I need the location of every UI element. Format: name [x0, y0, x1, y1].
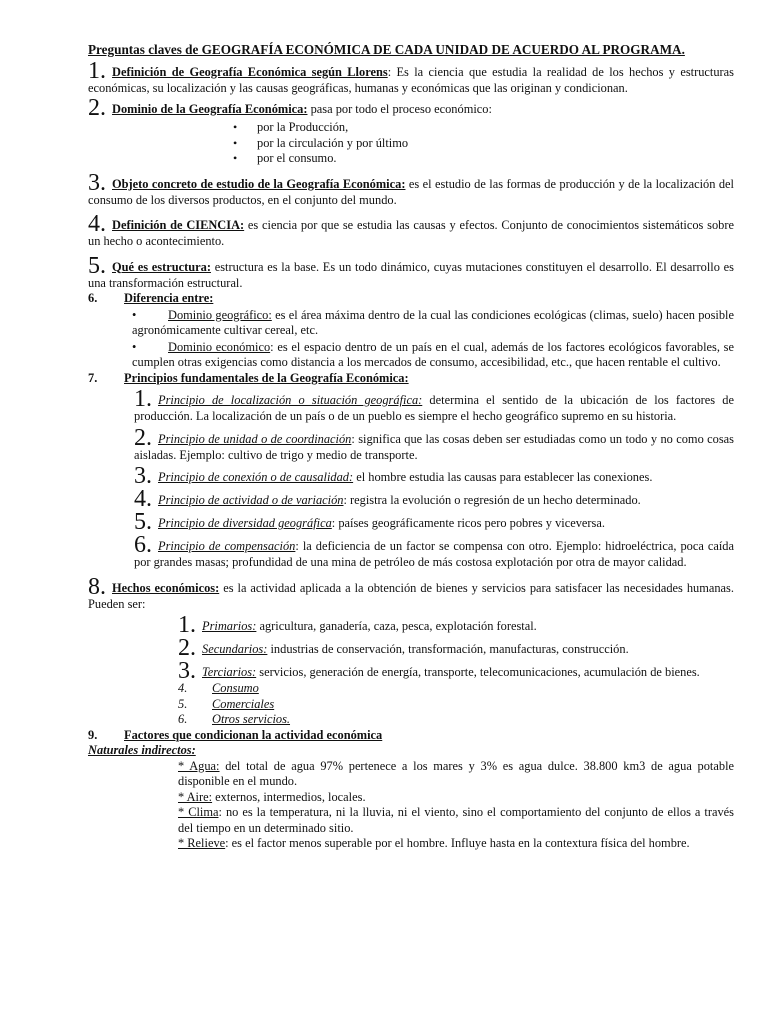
item-label: Principio de diversidad geográfica — [158, 516, 332, 530]
question-6 — [88, 291, 734, 371]
fact-item — [178, 612, 734, 638]
item-text: servicios, generación de energía, transporte, telecomunicaciones, acumulación de bienes. — [256, 665, 700, 679]
item-text: externos, intermedios, locales. — [212, 789, 366, 804]
item-label: Secundarios: — [202, 642, 268, 656]
factor-item — [178, 836, 734, 852]
question-heading: Hechos económicos: — [112, 580, 220, 595]
question-number: 8. — [88, 573, 106, 600]
principle-item — [134, 509, 734, 535]
item-label: * Clima — [178, 805, 219, 819]
question-heading: Factores que condicionan la actividad económica — [124, 727, 383, 742]
item-label: Principio de unidad o de coordinación — [158, 431, 352, 446]
principle-item — [134, 486, 734, 512]
principle-item — [134, 424, 734, 464]
list-item: • por el consumo. — [230, 151, 734, 167]
item-label: Principio de actividad o de variación — [158, 493, 344, 507]
question-heading: Definición de CIENCIA: — [112, 218, 245, 232]
item-label: Principio de localización o situación geográfica: — [158, 393, 423, 407]
question-text: es la actividad aplicada a la obtención de bienes y servicios para satisfacer las necesidades humanas. Pueden ser: — [88, 580, 734, 611]
item-label: * Relieve — [178, 836, 226, 850]
fact-item — [178, 712, 734, 728]
item-label: Principio de conexión o de causalidad: — [158, 470, 354, 484]
subheading: Naturales indirectos: — [88, 743, 196, 757]
item-label: * Agua: — [178, 758, 220, 773]
question-4 — [88, 211, 734, 250]
item-text: : la deficiencia de un factor se compensa con otro. Ejemplo: hidroeléctrica, poca caída por grandes masas; profundidad de una mina de petróleo de más costosa explotación por otra de mayor calidad. — [134, 539, 734, 569]
item-label: * Aire: — [178, 789, 213, 804]
question-7 — [88, 371, 734, 571]
item-text: : países geográficamente ricos pero pobres y viceversa. — [331, 516, 605, 530]
item-text: : registra la evolución o regresión de un hecho determinado. — [343, 493, 641, 507]
question-heading: Definición de Geografía Económica según Llorens — [112, 64, 388, 79]
item-text: : no es la temperatura, ni la lluvia, ni el viento, sino el comportamiento del conjunto de ellos a través del tiempo en un determinado sitio. — [178, 805, 734, 835]
item-label: Dominio geográfico: — [168, 307, 272, 322]
list-item: • por la Producción, — [230, 120, 734, 136]
question-text: es el estudio de las formas de producción y de la localización del consumo de los diversos productos, en el conjunto del mundo. — [88, 176, 734, 207]
item-label: Consumo — [212, 681, 259, 695]
item-number: 4. — [178, 681, 188, 695]
item-label: Principio de compensación — [158, 539, 296, 553]
item-number: 6. — [134, 532, 152, 558]
item-number: 3. — [134, 463, 152, 489]
item-label: Comerciales — [212, 696, 275, 711]
fact-item — [178, 658, 734, 684]
item-text: : significa que las cosas deben ser estudiadas como un todo y no como cosas aisladas. Ejemplo: cultivo de trigo y medio de transporte. — [134, 431, 734, 462]
question-5 — [88, 252, 734, 292]
item-text: : es el espacio dentro de un país en el cual, además de los factores ecológicos favorables, se cumplen otras exigencias como distancia a los mercados de consumo, accesibilidad, etc., que hacen rentable el cultivo. — [132, 339, 735, 369]
item-text: del total de agua 97% pertenece a los mares y 3% es agua dulce. 38.800 km3 de agua potable disponible en el mundo. — [178, 758, 735, 788]
item-text: industrias de conservación, transformación, manufacturas, construcción. — [267, 642, 629, 656]
question-3 — [88, 169, 734, 209]
question-heading: Dominio de la Geografía Económica: — [112, 102, 308, 116]
factor-item — [178, 805, 734, 836]
question-heading: Principios fundamentales de la Geografía Económica: — [124, 370, 409, 385]
item-number: 1. — [134, 386, 152, 412]
question-text: es ciencia por que se estudia las causas y efectos. Conjunto de conocimientos sistemáticos sobre un hecho o acontecimiento. — [88, 218, 734, 248]
item-text: agricultura, ganadería, caza, pesca, explotación forestal. — [256, 619, 537, 633]
item-number: 5. — [178, 696, 188, 711]
question-text: : Es la ciencia que estudia la realidad de los hechos y estructuras económicas, su localización y las causas geográficas, humanas y económicas que las originan y condicionan. — [88, 64, 734, 95]
item-text: es el área máxima dentro de la cual las condiciones ecológicas (climas, suelo) hacen posible agronómicamente cultivar cereal, etc. — [132, 307, 734, 337]
principle-item — [134, 463, 734, 489]
document-title: Preguntas claves de GEOGRAFÍA ECONÓMICA DE CADA UNIDAD DE ACUERDO AL PROGRAMA. — [88, 42, 685, 57]
question-number: 3. — [88, 169, 106, 196]
item-number: 3. — [178, 658, 196, 684]
question-text: pasa por todo el proceso económico: — [307, 102, 492, 116]
item-number: 2. — [178, 635, 196, 661]
list-item: • por la circulación y por último — [230, 136, 734, 152]
principle-item — [134, 386, 734, 425]
question-1 — [88, 57, 734, 97]
item-number: 4. — [134, 486, 152, 512]
item-number: 5. — [134, 509, 152, 535]
item-number: 6. — [178, 712, 188, 726]
question-text: estructura es la base. Es un todo dinámico, cuyas mutaciones constituyen el desarrollo. El desarrollo es una transformación estructural. — [88, 259, 734, 290]
question-heading: Qué es estructura: — [112, 259, 211, 274]
principle-item — [134, 532, 734, 571]
factor-item — [178, 759, 734, 790]
question-number: 7. — [88, 370, 98, 385]
document-page — [88, 42, 734, 852]
item-number: 2. — [134, 424, 152, 451]
fact-item — [178, 635, 734, 661]
bullet-icon: • — [132, 307, 137, 322]
question-8 — [88, 573, 734, 728]
list-item — [132, 308, 734, 339]
item-label: Terciarios: — [202, 665, 257, 679]
question-number: 5. — [88, 252, 106, 279]
question-number: 6. — [88, 291, 98, 305]
bullet-icon: • — [132, 339, 137, 354]
factor-item — [178, 790, 734, 806]
question-number: 9. — [88, 727, 98, 742]
item-text: : es el factor menos superable por el hombre. Influye hasta en la contextura física del hombre. — [225, 836, 690, 850]
question-heading: Diferencia entre: — [124, 291, 214, 305]
list-item — [132, 340, 734, 371]
question-number: 1. — [88, 57, 106, 84]
fact-item — [178, 681, 734, 697]
item-label: Otros servicios. — [212, 712, 291, 726]
question-heading: Objeto concreto de estudio de la Geografía Económica: — [112, 176, 406, 191]
item-number: 1. — [178, 612, 196, 638]
question-number: 4. — [88, 211, 106, 237]
question-2 — [88, 95, 734, 167]
fact-item — [178, 697, 734, 713]
item-label: Primarios: — [202, 619, 257, 633]
item-text: el hombre estudia las causas para establecer las conexiones. — [353, 470, 653, 484]
question-9 — [88, 728, 734, 852]
bullet-list — [88, 120, 734, 167]
item-label: Dominio económico — [168, 339, 271, 354]
item-text: determina el sentido de la ubicación de los factores de producción. La localización de un país o de un pueblo es siempre el hecho geográfico supremo en su historia. — [134, 393, 734, 423]
question-number: 2. — [88, 95, 106, 121]
